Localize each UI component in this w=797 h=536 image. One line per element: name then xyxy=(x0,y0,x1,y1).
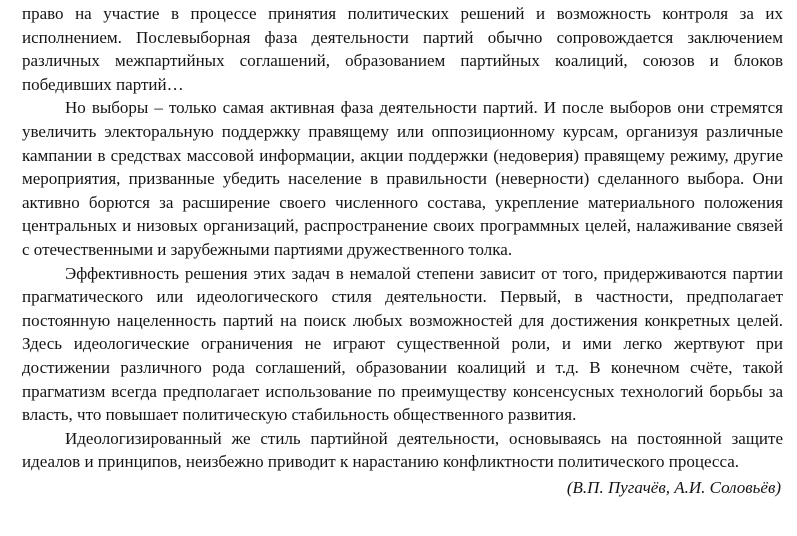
paragraph-ideological-style: Идеологизированный же стиль партийной деятельности, основываясь на постоянной защите идеалов и принципов, неизбежно приводит к нарастанию конфликтности политического процесса. xyxy=(22,428,783,472)
paragraph-post-election-activity: Но выборы – только самая активная фаза деятельности партий. И после выборов они стремятся увеличить электоральную поддержку правящему или оппозиционному курсам, организуя различные кампании в средствах массовой информации, акции поддержки (недоверия) правящему режиму, другие мероприятия, призванные убедить население в правильности (неверности) сделанного выбора. Они активно борются за расширение своего численного состава, укрепление материального положения центральных и низовых организаций, распространение своих программных целей, налаживание связей с отечественными и зарубежными партиями дружественного толка. xyxy=(22,98,783,259)
source-attribution: (В.П. Пугачёв, А.И. Соловьёв) xyxy=(566,477,781,497)
paragraph-party-functions-continued: право на участие в процессе принятия политических решений и возможность контроля за их исполнением. Послевыборная фаза деятельности партий обычно сопровождается заключением различных межпартийных соглашений, образованием партийных коалиций, союзов и блоков победивших партий… xyxy=(22,4,783,94)
paragraph-pragmatic-style: Эффективность решения этих задач в немалой степени зависит от того, придерживаются партии прагматического или идеологического стиля деятельности. Первый, в частности, предполагает постоянную нацеленность партий на поиск любых возможностей для достижения конкретных целей. Здесь идеологические ограничения не играют существенной роли, и ими легко жертвуют при достижении различного рода соглашений, образовании коалиций и т.д. В конечном счёте, такой прагматизм всегда предполагает использование по преимуществу консенсусных технологий борьбы за власть, что повышает политическую стабильность общественного развития. xyxy=(22,263,783,425)
